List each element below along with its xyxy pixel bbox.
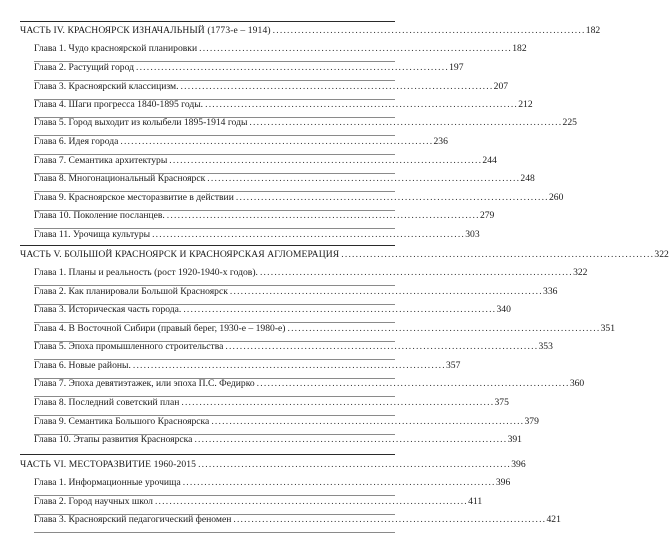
page-number: 360 [569,378,585,389]
toc-entry [34,155,497,167]
page-number: 396 [511,459,526,470]
leader-dots [167,210,478,222]
toc-entry [34,136,448,148]
page-number: 182 [512,43,527,54]
leader-dots [236,192,547,204]
leader-dots [273,25,584,37]
toc-entry [34,267,588,279]
page-number: 391 [507,434,522,445]
toc-entry [34,434,522,446]
part-heading [20,249,669,261]
page-number: 375 [494,397,509,408]
toc-entry [34,323,616,335]
page-number: 411 [468,496,483,507]
toc-entry [34,496,483,508]
toc-entry [34,360,461,372]
leader-dots [183,304,494,316]
section-divider [20,454,395,455]
leader-dots [198,459,509,471]
chapter-title: Глава 8. Многонациональный Красноярск [34,173,206,184]
toc-entry [34,192,564,204]
page-number: 351 [600,323,616,334]
page-number: 396 [495,477,511,488]
toc-entry [34,62,464,74]
chapter-title: Глава 5. Город выходит из колыбели 1895-1914 годы [34,117,248,128]
toc-entry [34,397,509,409]
part-title: ЧАСТЬ V. БОЛЬШОЙ КРАСНОЯРСК И КРАСНОЯРСКАЯ АГЛОМЕРАЦИЯ [20,249,340,260]
toc-entry [34,304,511,316]
toc-entry [34,99,533,111]
chapter-title: Глава 9. Семантика Большого Красноярска [34,416,210,427]
toc-entry [34,43,527,55]
page-number: 260 [548,192,564,203]
toc-entry [34,378,585,390]
toc-entry [34,81,509,93]
chapter-title: Глава 10. Поколение посланцев. [34,210,165,221]
toc-entry [34,514,561,526]
chapter-title: Глава 6. Идея города [34,136,119,147]
leader-dots [133,360,444,372]
page-number: 212 [518,99,533,110]
toc-entry [34,210,495,222]
page-number: 197 [449,62,464,73]
leader-dots [287,323,598,335]
part-heading [20,459,526,471]
section-divider [20,245,395,246]
part-title: ЧАСТЬ VI. МЕСТОРАЗВИТИЕ 1960-2015 [20,459,197,470]
chapter-title: Глава 3. Красноярский классицизм. [34,81,179,92]
leader-dots [207,173,518,185]
entry-divider [34,532,395,533]
leader-dots [181,81,492,93]
leader-dots [155,496,466,508]
page-number: 244 [482,155,497,166]
leader-dots [136,62,447,74]
chapter-title: Глава 1. Чудо красноярской планировки [34,43,198,54]
chapter-title: Глава 7. Эпоха девятиэтажек, или эпоха П.С. Федирко [34,378,255,389]
part-title: ЧАСТЬ IV. КРАСНОЯРСК ИЗНАЧАЛЬНЫЙ (1773-е – 1914) [20,25,271,36]
chapter-title: Глава 1. Информационные урочища [34,477,181,488]
leader-dots [225,341,536,353]
leader-dots [257,378,568,390]
page-number: 322 [654,249,669,260]
leader-dots [169,155,480,167]
chapter-title: Глава 2. Город научных школ [34,496,153,507]
chapter-title: Глава 4. В Восточной Сибири (правый берег, 1930-е – 1980-е) [34,323,286,334]
toc-entry [34,477,511,489]
page-number: 182 [585,25,601,36]
page-number: 357 [446,360,461,371]
chapter-title: Глава 1. Планы и реальность (рост 1920-1940-х годов). [34,267,258,278]
page-number: 421 [546,514,561,525]
toc-entry [34,416,539,428]
leader-dots [341,249,652,261]
page-number: 336 [543,286,558,297]
leader-dots [233,514,544,526]
leader-dots [199,43,510,55]
chapter-title: Глава 5. Эпоха промышленного строительства [34,341,224,352]
leader-dots [260,267,571,279]
toc-entry [34,286,558,298]
leader-dots [249,117,560,129]
page-number: 248 [520,173,535,184]
leader-dots [152,229,463,241]
chapter-title: Глава 4. Шаги прогресса 1840-1895 годы. [34,99,204,110]
leader-dots [211,416,522,428]
leader-dots [230,286,541,298]
chapter-title: Глава 3. Красноярский педагогический феномен [34,514,232,525]
leader-dots [194,434,505,446]
chapter-title: Глава 8. Последний советский план [34,397,180,408]
leader-dots [205,99,516,111]
leader-dots [181,397,492,409]
leader-dots [120,136,431,148]
page-number: 303 [465,229,480,240]
chapter-title: Глава 2. Как планировали Большой Красноярск [34,286,228,297]
chapter-title: Глава 11. Урочища культуры [34,229,151,240]
page-number: 236 [433,136,448,147]
chapter-title: Глава 7. Семантика архитектуры [34,155,168,166]
page-number: 353 [538,341,553,352]
chapter-title: Глава 10. Этапы развития Красноярска [34,434,193,445]
leader-dots [183,477,494,489]
page-number: 379 [524,416,539,427]
page-number: 225 [562,117,577,128]
section-divider [20,21,395,22]
toc-entry [34,117,577,129]
page-number: 322 [573,267,588,278]
page-number: 207 [493,81,509,92]
toc-entry [34,173,535,185]
page-number: 340 [496,304,511,315]
chapter-title: Глава 6. Новые районы. [34,360,131,371]
page-number: 279 [479,210,495,221]
toc-entry [34,229,480,241]
chapter-title: Глава 9. Красноярское месторазвитие в действии [34,192,234,203]
chapter-title: Глава 2. Растущий город [34,62,134,73]
part-heading [20,25,601,37]
chapter-title: Глава 3. Историческая часть города. [34,304,182,315]
toc-entry [34,341,553,353]
